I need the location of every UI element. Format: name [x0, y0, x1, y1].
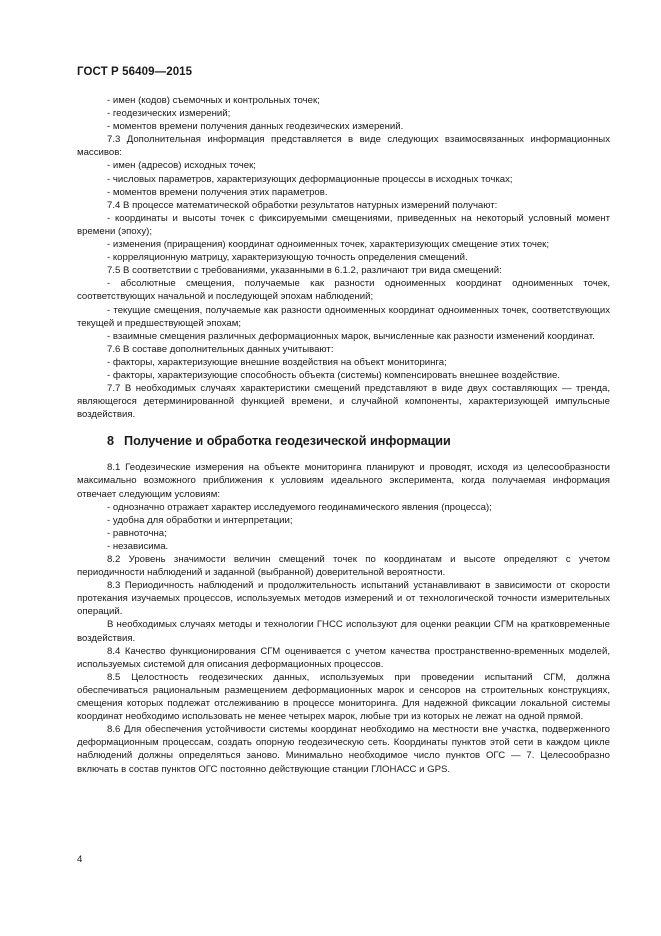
page-number: 4: [77, 854, 83, 865]
paragraph: 7.6 В составе дополнительных данных учитывают:: [107, 343, 334, 355]
paragraph: - факторы, характеризующие способность объекта (системы) компенсировать внешнее воздействие.: [107, 369, 561, 381]
list-item: - имен (кодов) съемочных и контрольных точек;: [107, 95, 320, 106]
document-header: ГОСТ Р 56409—2015: [77, 66, 193, 78]
document-body: [77, 94, 610, 776]
paragraph: - координаты и высоты точек с фиксируемыми смещениями, приведенных на некоторый условный момент времени (эпоху);: [77, 212, 610, 237]
paragraph: 8.2 Уровень значимости величин смещений точек по координатам и высоте определяют с учетом периодичности наблюдений и заданной (выбранной) доверительной вероятности.: [77, 554, 610, 579]
paragraph: 8.3 Периодичность наблюдений и продолжительность испытаний устанавливают в зависимости от скорости протекания изучаемых процессов, используемых методов измерений и от технологической точности измерительных операций.: [77, 580, 610, 618]
paragraph: - корреляционную матрицу, характеризующую точность определения смещений.: [107, 252, 468, 264]
paragraph: - изменения (приращения) координат одноименных точек, характеризующих смещение этих точек;: [107, 239, 550, 251]
paragraph: 7.7 В необходимых случаях характеристики смещений представляют в виде двух составляющих — тренда, являющегося детерминированной функцией времени, и случайной компоненты, характеризующей импульсные воздействия.: [77, 383, 610, 421]
paragraph: - абсолютные смещения, получаемые как разности одноименных координат одноименных точек, соответствующих начальной и последующей эпохам наблюдений;: [77, 278, 610, 303]
paragraph: 7.3 Дополнительная информация представляется в виде следующих взаимосвязанных информационных массивов:: [77, 134, 610, 159]
paragraph: 8.5 Целостность геодезических данных, используемых при проведении испытаний СГМ, должна обеспечиваться рациональным размещением деформационных марок и сенсоров на строительных конструкциях, смещения которых подлежат отслеживанию в процессе мониторинга. Для надежной фиксации локальной системы координат необходимо использовать не менее четырех марок, любые три из которых не лежат на одной прямой.: [77, 671, 610, 723]
paragraph: 7.4 В процессе математической обработки результатов натурных измерений получают:: [107, 199, 498, 211]
list-item: - моментов времени получения этих параметров.: [107, 186, 328, 198]
paragraph: 8.4 Качество функционирования СГМ оценивается с учетом качества пространственно-временных моделей, используемых системой для описания деформационных процессов.: [77, 645, 610, 670]
list-item: - независима.: [107, 540, 169, 552]
list-item: - однозначно отражает характер исследуемого геодинамического явления (процесса);: [107, 501, 492, 513]
list-item: - моментов времени получения данных геодезических измерений.: [107, 121, 404, 133]
list-item: - имен (адресов) исходных точек;: [107, 160, 256, 172]
section-heading: [107, 432, 610, 450]
paragraph: 7.5 В соответствии с требованиями, указанными в 6.1.2, различают три вида смещений:: [107, 265, 502, 277]
paragraph: - факторы, характеризующие внешние воздействия на объект мониторинга;: [107, 356, 447, 368]
paragraph: В необходимых случаях методы и технологии ГНСС используют для оценки реакции СГМ на кратковременные воздействия.: [77, 619, 610, 644]
section-title: Получение и обработка геодезической информации: [124, 434, 451, 449]
paragraph: - взаимные смещения различных деформационных марок, вычисленные как разности изменений координат.: [107, 330, 595, 342]
list-item: - геодезических измерений;: [107, 108, 231, 120]
paragraph: - текущие смещения, получаемые как разности одноименных координат одноименных точек, соответствующих текущей и предшествующей эпохам;: [77, 304, 610, 329]
paragraph: 8.1 Геодезические измерения на объекте мониторинга планируют и проводят, исходя из целесообразности максимально возможного приближения к условиям идеального эксперимента, когда получаемая информация отвечает следующим условиям:: [77, 462, 610, 500]
list-item: - равноточна;: [107, 527, 167, 539]
paragraph: 8.6 Для обеспечения устойчивости системы координат необходимо на местности вне участка, подверженного деформационным процессам, создать опорную геодезическую сеть. Координаты пунктов этой сети в каждом цикле наблюдений должны определяться заново. Минимально необходимое число пунктов ОГС — 7. Целесообразно включать в состав пунктов ОГС постоянно действующие станции ГЛОНАСС и GPS.: [77, 724, 610, 775]
list-item: - удобна для обработки и интерпретации;: [107, 514, 293, 526]
list-item: - числовых параметров, характеризующих деформационные процессы в исходных точках;: [107, 173, 513, 185]
section-number: 8: [107, 434, 115, 449]
